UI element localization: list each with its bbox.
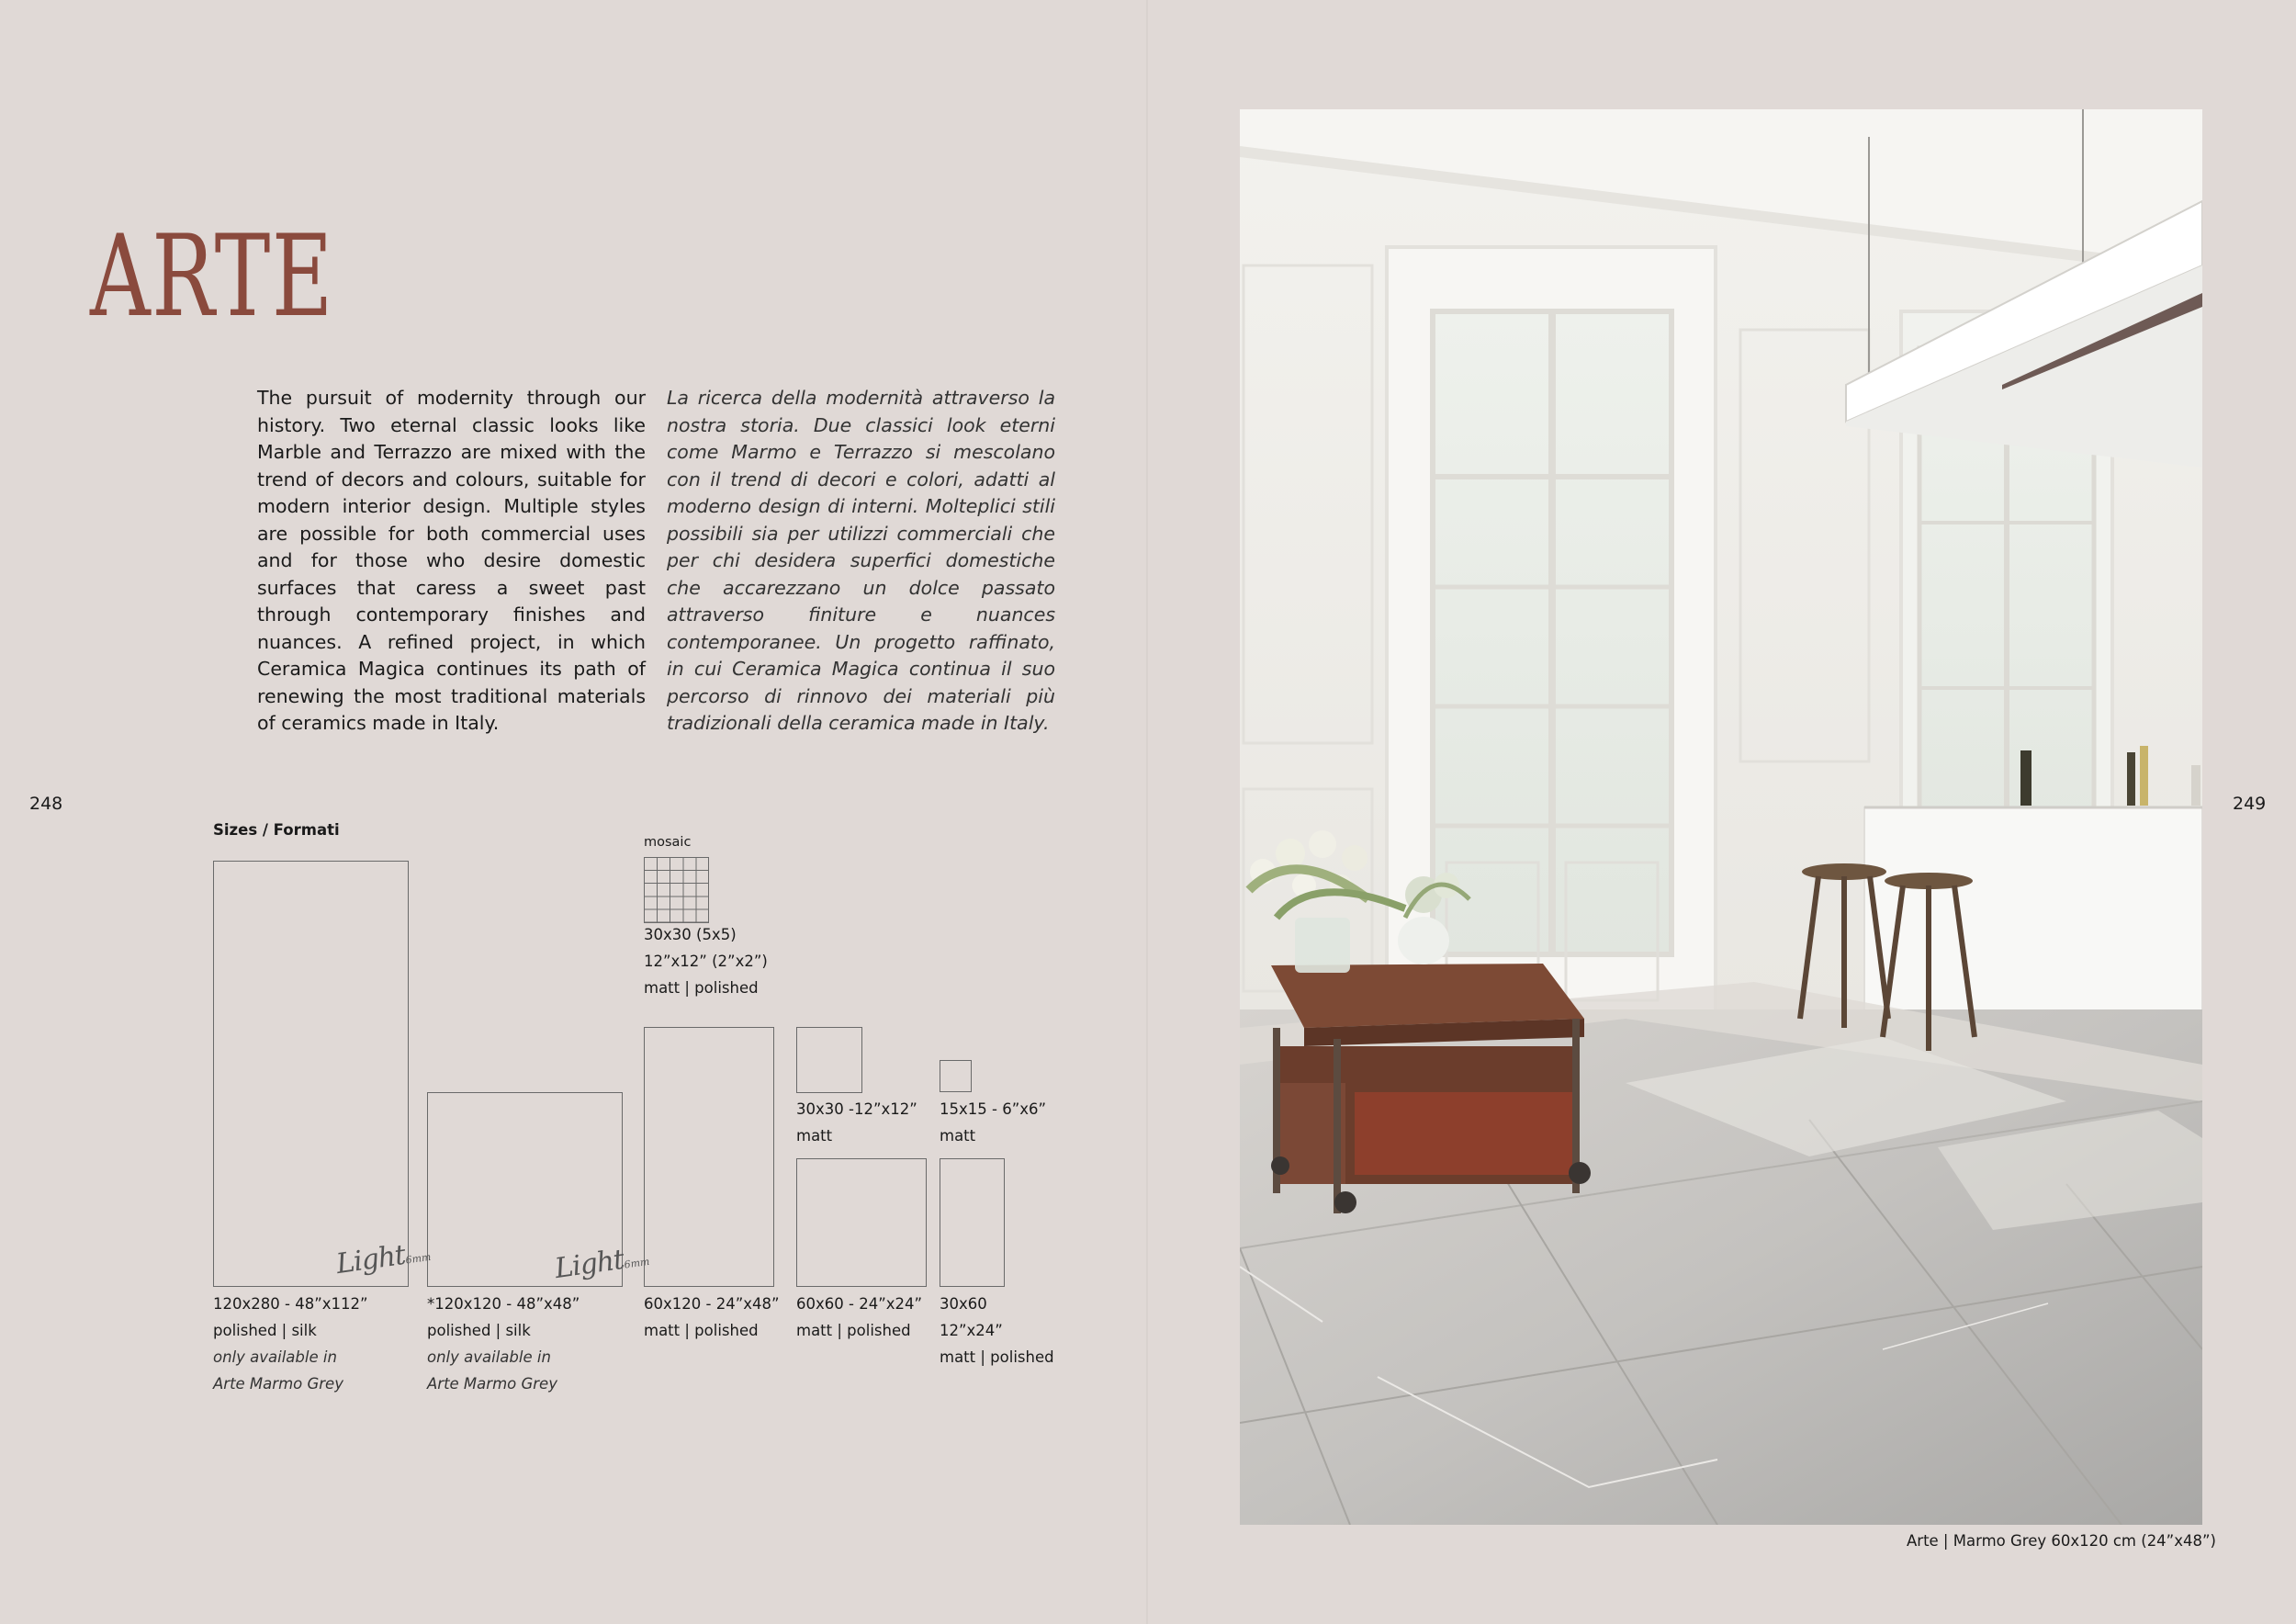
page-number-left: 248 — [29, 794, 63, 814]
finish-label: matt — [796, 1127, 833, 1145]
size-label: 120x280 - 48”x112” — [213, 1295, 368, 1313]
finish-label: matt | polished — [644, 979, 759, 997]
caption-120x120 — [427, 1291, 580, 1397]
finish-label: polished | silk — [213, 1322, 317, 1339]
size-label: 60x60 - 24”x24” — [796, 1295, 923, 1313]
finish-label: matt | polished — [644, 1322, 759, 1339]
availability-note: Arte Marmo Grey — [427, 1375, 557, 1393]
tile-120x280-outline — [213, 861, 409, 1287]
tile-15x15-outline — [940, 1060, 972, 1092]
finish-label: matt | polished — [796, 1322, 911, 1339]
finish-label: polished | silk — [427, 1322, 531, 1339]
light-logo-thickness: 6mm — [404, 1250, 433, 1267]
caption-60x60 — [796, 1291, 922, 1344]
size-label: 60x120 - 24”x48” — [644, 1295, 780, 1313]
size-inch-label: 12”x12” (2”x2”) — [644, 953, 768, 970]
caption-120x280 — [213, 1291, 368, 1397]
availability-note: only available in — [427, 1348, 551, 1366]
spread-fold — [1146, 0, 1148, 1624]
size-inch-label: 12”x24” — [940, 1322, 1003, 1339]
finish-label: matt | polished — [940, 1348, 1054, 1366]
size-label: 30x30 -12”x12” — [796, 1100, 917, 1118]
interior-photo — [1240, 109, 2202, 1525]
tile-60x60-outline — [796, 1158, 927, 1287]
mosaic-grid-icon — [644, 857, 709, 923]
caption-mosaic — [644, 921, 768, 1001]
finish-label: matt — [940, 1127, 976, 1145]
sizes-heading: Sizes / Formati — [213, 821, 340, 839]
light-logo-thickness: 6mm — [623, 1255, 651, 1271]
size-label: 15x15 - 6”x6” — [940, 1100, 1047, 1118]
size-label: 30x60 — [940, 1295, 987, 1313]
tile-60x120-outline — [644, 1027, 774, 1287]
availability-note: Arte Marmo Grey — [213, 1375, 343, 1393]
light-logo-script: Light — [333, 1238, 408, 1281]
size-label: *120x120 - 48”x48” — [427, 1295, 580, 1313]
intro-english: The pursuit of modernity through our history. Two eternal classic looks like Marble and Terrazzo are mixed with the trend of decors and colours, suitable for modern interior design. Multiple styles are possible for both commercial uses and for those who desire domestic surfaces that caress a sweet past through contemporary finishes and nuances. A refined project, in which Ceramica Magica continues its path of renewing the most traditional materials of ceramics made in Italy. — [257, 387, 646, 734]
intro-italian: La ricerca della modernità attraverso la nostra storia. Due classici look eterni come Marmo e Terrazzo si mescolano con il trend di decori e colori, adatti al moderno design di interni. Molteplici stili possibili sia per utilizzi commerciali che per chi desidera superfici domestiche che accarezzano un dolce passato attraverso finiture e nuances contemporanee. Un progetto raffinato, in cui Ceramica Magica continua il suo percorso di rinnovo dei materiali più tradizionali della ceramica made in Italy. — [667, 387, 1055, 734]
size-label: 30x30 (5x5) — [644, 926, 737, 943]
mosaic-label: mosaic — [644, 835, 692, 850]
caption-15x15 — [940, 1096, 1046, 1149]
page-number-right: 249 — [2233, 794, 2267, 814]
caption-60x120 — [644, 1291, 780, 1344]
availability-note: only available in — [213, 1348, 337, 1366]
tile-30x30-outline — [796, 1027, 862, 1093]
caption-30x30 — [796, 1096, 917, 1149]
caption-30x60 — [940, 1291, 1054, 1370]
photo-caption: Arte | Marmo Grey 60x120 cm (24”x48”) — [1907, 1532, 2216, 1550]
collection-title: ARTE — [90, 211, 334, 343]
light-logo-script: Light — [552, 1243, 626, 1286]
tile-30x60-outline — [940, 1158, 1005, 1287]
